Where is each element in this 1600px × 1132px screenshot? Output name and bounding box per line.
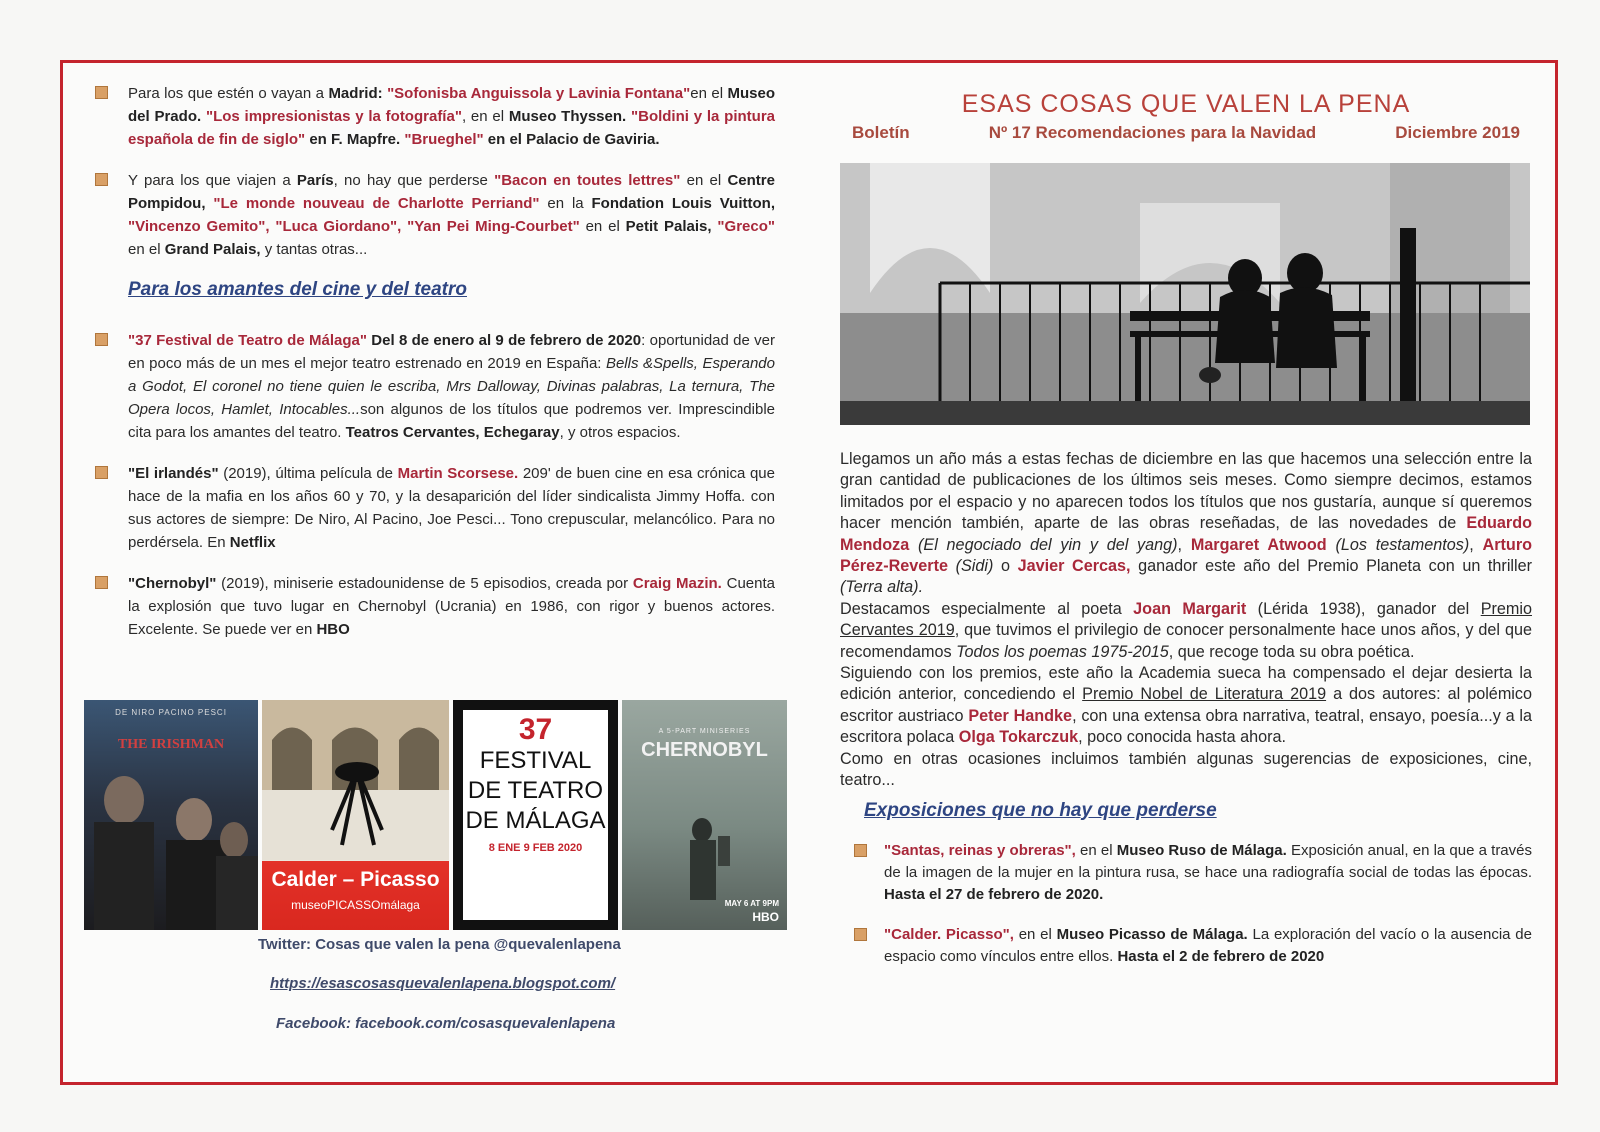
calder-picasso-poster [262,700,449,930]
subtitle-issue: Nº 17 Recomendaciones para la Navidad [988,123,1317,142]
subtitle-boletin: Boletín [852,123,910,142]
poster-number: 37 [518,713,553,746]
irishman-poster [84,700,258,930]
newsletter-title: ESAS COSAS QUE VALEN LA PENA [961,90,1411,118]
bullet-icon [95,333,108,346]
newsletter-subtitle [840,123,1532,143]
bullet-icon [95,576,108,589]
chernobyl-item: "Chernobyl" (2019), miniserie estadounidense de 5 episodios, creada por Craig Mazin. Cuenta la explosión que tuvo lugar en Chernobyl (Ucrania) en 1986, con rigor y buenos actores. Excelente. Se puede ver en HBO [95,572,775,641]
bench-scene [840,163,1530,425]
poster-tag: A 5-PART MINISERIES [658,728,751,735]
patio-arches [262,700,449,860]
cine-section-title: Para los amantes del cine y del teatro [128,279,467,300]
right-column [840,82,1532,986]
left-column [95,82,775,659]
blog-link[interactable]: https://esascosasquevalenlapena.blogspot.com/ [270,975,616,992]
poster-dates: 8 ENE 9 FEB 2020 [488,842,583,854]
madrid-exhibitions: Para los que estén o vayan a Madrid: "Sofonisba Anguissola y Lavinia Fontana"en el Museo del Prado. "Los impresionistas y la fotografía", en el Museo Thyssen. "Boldini y la pintura española de fin de siglo" en F. Mapfre. "Brueghel" en el Palacio de Gaviria. [95,82,775,151]
bullet-icon [854,844,867,857]
festival-teatro-item: "37 Festival de Teatro de Málaga" Del 8 de enero al 9 de febrero de 2020: oportunidad de ver en poco más de un mes el mejor teatro estrenado en 2019 en España: Bells &Spells, Esperando a Godot, El coronel no tiene quien le escriba, Mrs Dalloway, Divinas palabras, La ternura, The Opera locos, Hamlet, Intocables...son algunos de los títulos que podremos ver. Imprescindible cita para los amantes del teatro. Teatros Cervantes, Echegaray, y otros espacios. [95,329,775,444]
bench-couple-photo [840,163,1530,425]
subtitle-date: Diciembre 2019 [1395,123,1520,142]
facebook-line: Facebook: facebook.com/cosasquevalenlapena [276,1015,616,1032]
bullet-icon [95,173,108,186]
poster-title: CHERNOBYL [641,739,768,761]
chernobyl-poster [622,700,787,930]
intro-text: Llegamos un año más a estas fechas de diciembre en las que hacemos una selección entre la gran cantidad de publicaciones de los últimos seis meses. Como siempre decimos, estamos limitados por el espacio y no aparecen todos los títulos que nos gustaría, aunque sí queremos hacer mención también, aparte de las obras reseñadas, de las novedades de Eduardo Mendoza (El negociado del yin y del yang), Margaret Atwood (Los testamentos), Arturo Pérez-Reverte (Sidi) o Javier Cercas, ganador este año del Premio Planeta con un thriller (Terra alta). Destacamos especialmente al poeta Joan Margarit (Lérida 1938), ganador del Premio Cervantes 2019, que tuvimos el privilegio de conocer personalmente hace unos años, y del que recomendamos Todos los poemas 1975-2015, que recoge toda su obra poética. Siguiendo con los premios, este año la Academia sueca ha compensado el dejar desierta la edición anterior, concediendo el Premio Nobel de Literatura 2019 a dos autores: al polémico escritor austriaco Peter Handke, con una extensa obra narrativa, teatral, ensayo, poesía...y a la escritora polaca Olga Tokarczuk, poco conocida hasta ahora. Como en otras ocasiones incluimos también algunas sugerencias de exposiciones, cine, teatro... [840,450,1533,790]
festival-teatro-poster [453,700,618,930]
irlandes-item: "El irlandés" (2019), última película de Martin Scorsese. 209' de buen cine en esa crónica que hace de la mafia en los años 60 y 70, y la desaparición del líder sindicalista Jimmy Hoffa. con sus actores de siempre: De Niro, Al Pacino, Joe Pesci... Tono crepuscular, melancólico. Para no perdérsela. En Netflix [95,462,775,554]
posters-row [84,700,794,930]
bullet-icon [95,86,108,99]
paris-exhibitions: Y para los que viajen a París, no hay que perderse "Bacon en toutes lettres" en el Centre Pompidou, "Le monde nouveau de Charlotte Perriand" en la Fondation Louis Vuitton, "Vincenzo Gemito", "Luca Giordano", "Yan Pei Ming-Courbet" en el Petit Palais, "Greco" en el Grand Palais, y tantas otras... [95,169,775,261]
calder-picasso-item: "Calder. Picasso", en el Museo Picasso de Málaga. La exploración del vacío o la ausencia de espacio como vínculos entre ellos. Hasta el 2 de febrero de 2020 [854,924,1532,968]
hbo-logo: HBO [752,910,779,924]
chernobyl-figure [622,800,787,910]
irishman-figures [84,760,258,930]
santas-reinas-item: "Santas, reinas y obreras", en el Museo Ruso de Málaga. Exposición anual, en la que a través de la imagen de la mujer en la pintura rusa, se hace una radiografía social de todas las épocas. Hasta el 27 de febrero de 2020. [854,840,1532,906]
exposiciones-section-title: Exposiciones que no hay que perderse [864,799,1217,821]
poster-line1: FESTIVAL [479,747,592,774]
poster-title: THE IRISHMAN [117,737,225,752]
bullet-icon [854,928,867,941]
poster-line3: DE MÁLAGA [465,807,606,834]
poster-actors: DE NIRO PACINO PESCI [115,708,227,717]
bullet-icon [95,466,108,479]
poster-subtitle: museoPICASSOmálaga [291,898,420,912]
twitter-line: Twitter: Cosas que valen la pena @quevalenlapena [258,936,621,953]
poster-date: MAY 6 AT 9PM [724,899,779,908]
poster-line2: DE TEATRO [467,777,604,804]
poster-title: Calder – Picasso [271,868,440,891]
